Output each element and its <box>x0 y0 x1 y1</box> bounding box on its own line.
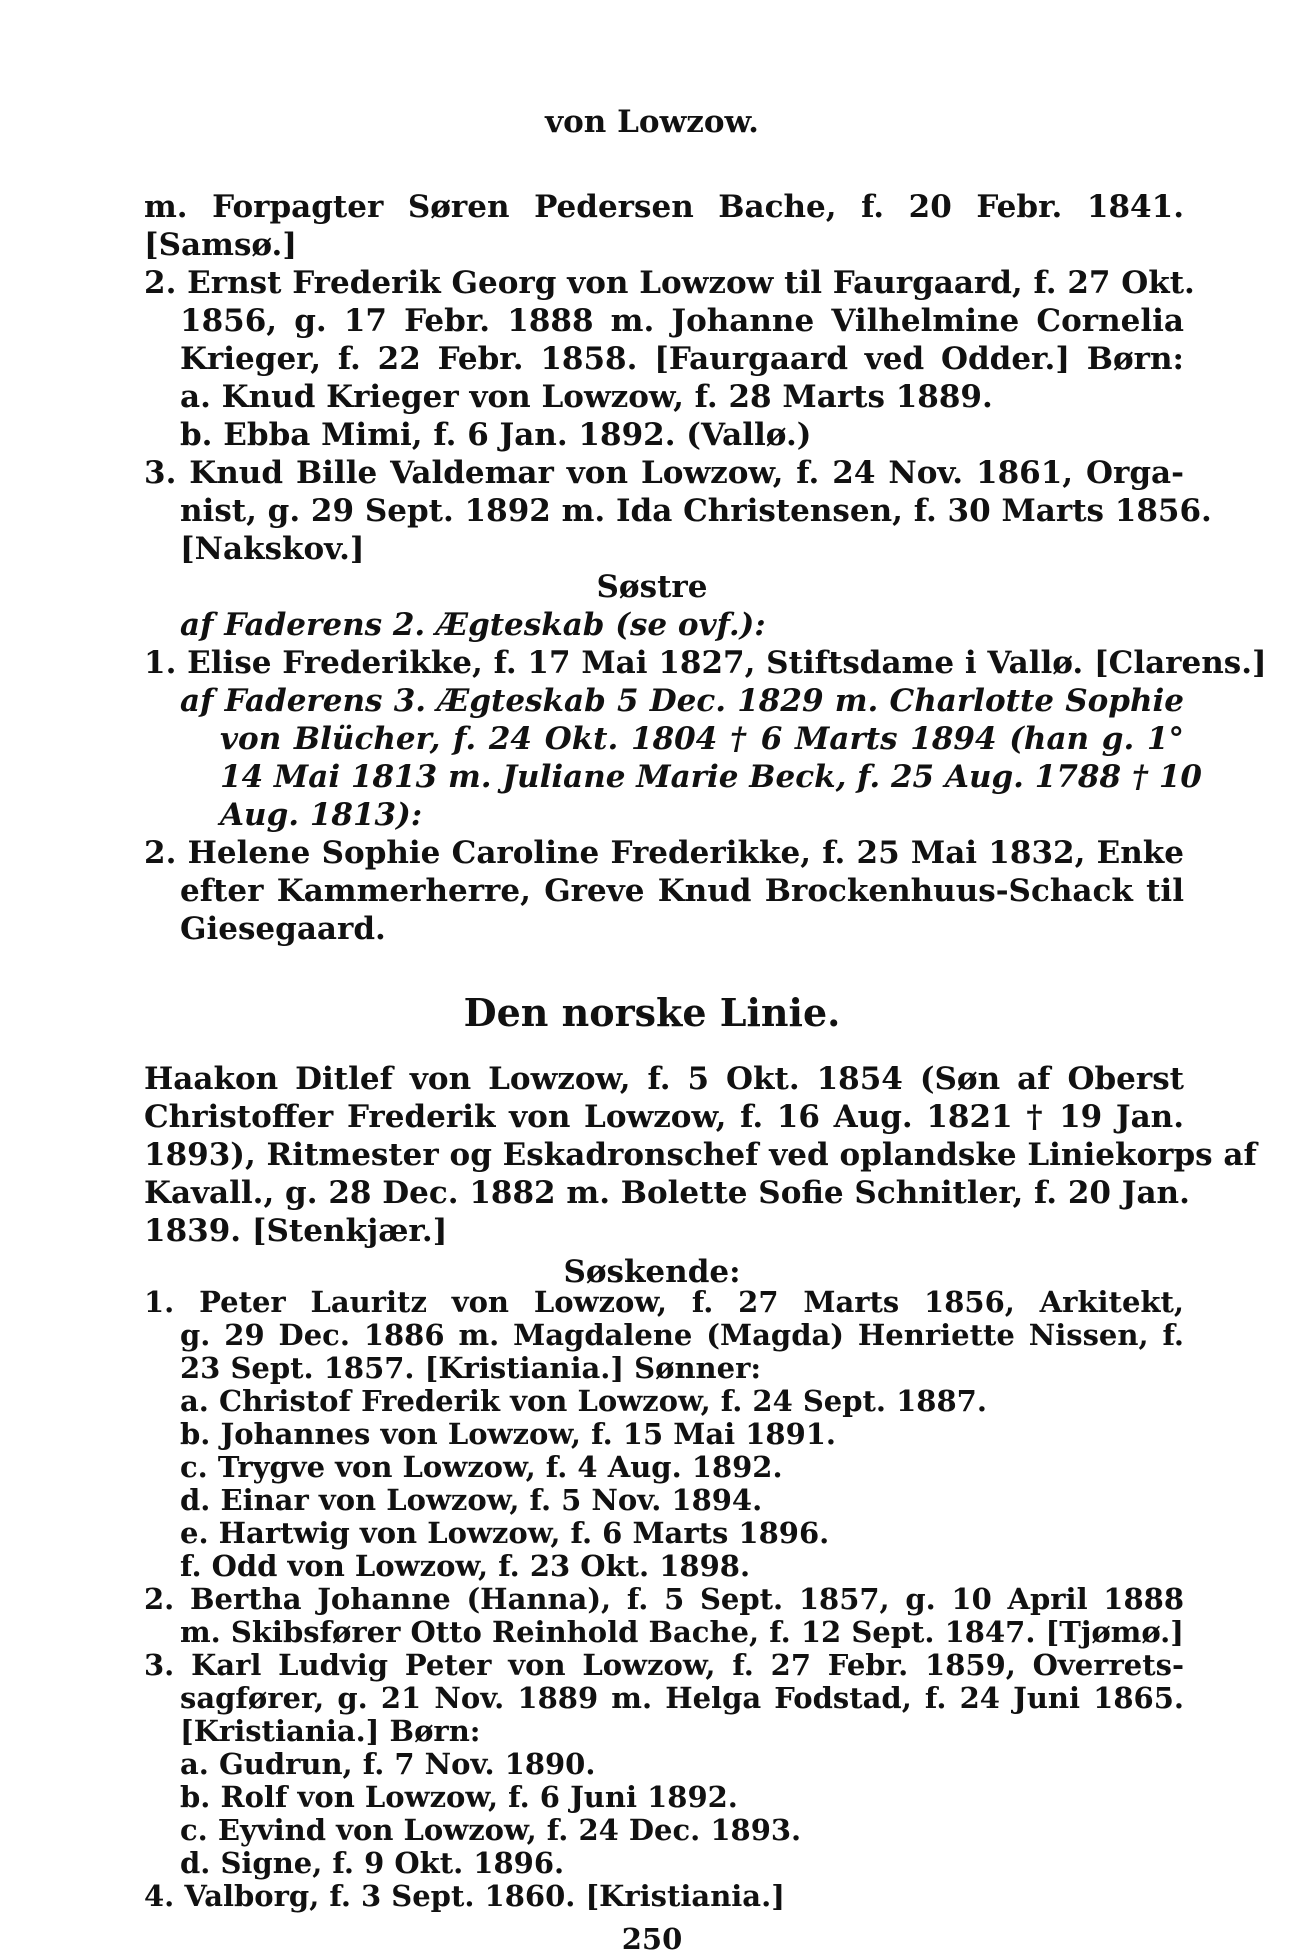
text-line: Christoffer Frederik von Lowzow, f. 16 Aug. 1821 † 19 Jan. <box>144 1099 1184 1135</box>
text-line: 1. Peter Lauritz von Lowzow, f. 27 Marts 1856, Arkitekt, <box>144 1285 1184 1319</box>
text-line: Haakon Ditlef von Lowzow, f. 5 Okt. 1854 (Søn af Oberst <box>144 1061 1184 1097</box>
text-line: c. Eyvind von Lowzow, f. 24 Dec. 1893. <box>180 1813 802 1847</box>
text-line: Krieger, f. 22 Febr. 1858. [Faurgaard ved Odder.] Børn: <box>180 341 1184 377</box>
text-line: Giesegaard. <box>180 911 386 947</box>
text-line: m. Forpagter Søren Pedersen Bache, f. 20 Febr. 1841. <box>144 189 1184 225</box>
text-line: f. Odd von Lowzow, f. 23 Okt. 1898. <box>180 1549 751 1583</box>
text-line: [Samsø.] <box>144 227 297 263</box>
text-line: 3. Karl Ludvig Peter von Lowzow, f. 27 Febr. 1859, Overrets- <box>144 1648 1184 1682</box>
text-line: d. Signe, f. 9 Okt. 1896. <box>180 1846 565 1880</box>
text-line: nist, g. 29 Sept. 1892 m. Ida Christensen, f. 30 Marts 1856. <box>180 493 1212 529</box>
italic-line: af Faderens 3. Ægteskab 5 Dec. 1829 m. Charlotte Sophie <box>180 683 1184 719</box>
running-head: von Lowzow. <box>545 104 759 140</box>
text-line: [Kristiania.] Børn: <box>180 1714 481 1748</box>
text-line: a. Gudrun, f. 7 Nov. 1890. <box>180 1747 596 1781</box>
text-line: 3. Knud Bille Valdemar von Lowzow, f. 24 Nov. 1861, Orga- <box>144 455 1184 491</box>
italic-line: 14 Mai 1813 m. Juliane Marie Beck, f. 25 Aug. 1788 † 10 <box>220 759 1202 795</box>
text-line: 1. Elise Frederikke, f. 17 Mai 1827, Stiftsdame i Vallø. [Clarens.] <box>144 645 1267 681</box>
text-line: g. 29 Dec. 1886 m. Magdalene (Magda) Henriette Nissen, f. <box>180 1318 1184 1352</box>
text-line: 23 Sept. 1857. [Kristiania.] Sønner: <box>180 1351 762 1385</box>
soskende-heading: Søskende: <box>563 1254 741 1290</box>
text-line: b. Rolf von Lowzow, f. 6 Juni 1892. <box>180 1780 738 1814</box>
text-line: [Nakskov.] <box>180 531 365 567</box>
text-line: b. Johannes von Lowzow, f. 15 Mai 1891. <box>180 1417 837 1451</box>
section-title: Den norske Linie. <box>463 990 841 1035</box>
text-line: b. Ebba Mimi, f. 6 Jan. 1892. (Vallø.) <box>180 417 812 453</box>
text-line: 1839. [Stenkjær.] <box>144 1213 448 1249</box>
text-line: m. Skibsfører Otto Reinhold Bache, f. 12 Sept. 1847. [Tjømø.] <box>180 1615 1184 1649</box>
text-line: a. Knud Krieger von Lowzow, f. 28 Marts 1889. <box>180 379 993 415</box>
text-line: c. Trygve von Lowzow, f. 4 Aug. 1892. <box>180 1450 783 1484</box>
text-line: sagfører, g. 21 Nov. 1889 m. Helga Fodstad, f. 24 Juni 1865. <box>180 1681 1184 1715</box>
page-number: 250 <box>621 1922 683 1956</box>
text-line: 2. Helene Sophie Caroline Frederikke, f. 25 Mai 1832, Enke <box>144 835 1184 871</box>
sostre-subheading: af Faderens 2. Ægteskab (se ovf.): <box>180 607 766 643</box>
sostre-heading: Søstre <box>596 569 708 605</box>
text-line: efter Kammerherre, Greve Knud Brockenhuus-Schack til <box>180 873 1184 909</box>
italic-line: von Blücher, f. 24 Okt. 1804 † 6 Marts 1894 (han g. 1° <box>220 721 1184 757</box>
text-line: Kavall., g. 28 Dec. 1882 m. Bolette Sofie Schnitler, f. 20 Jan. <box>144 1175 1190 1211</box>
text-line: 4. Valborg, f. 3 Sept. 1860. [Kristiania.] <box>144 1879 785 1913</box>
text-line: a. Christof Frederik von Lowzow, f. 24 Sept. 1887. <box>180 1384 987 1418</box>
text-line: d. Einar von Lowzow, f. 5 Nov. 1894. <box>180 1483 763 1517</box>
text-line: 1893), Ritmester og Eskadronschef ved oplandske Liniekorps af <box>144 1137 1257 1173</box>
text-line: e. Hartwig von Lowzow, f. 6 Marts 1896. <box>180 1516 830 1550</box>
text-line: 2. Bertha Johanne (Hanna), f. 5 Sept. 1857, g. 10 April 1888 <box>144 1582 1184 1616</box>
text-line: 2. Ernst Frederik Georg von Lowzow til Faurgaard, f. 27 Okt. <box>144 265 1195 301</box>
text-line: 1856, g. 17 Febr. 1888 m. Johanne Vilhelmine Cornelia <box>180 303 1184 339</box>
italic-line: Aug. 1813): <box>220 797 423 833</box>
